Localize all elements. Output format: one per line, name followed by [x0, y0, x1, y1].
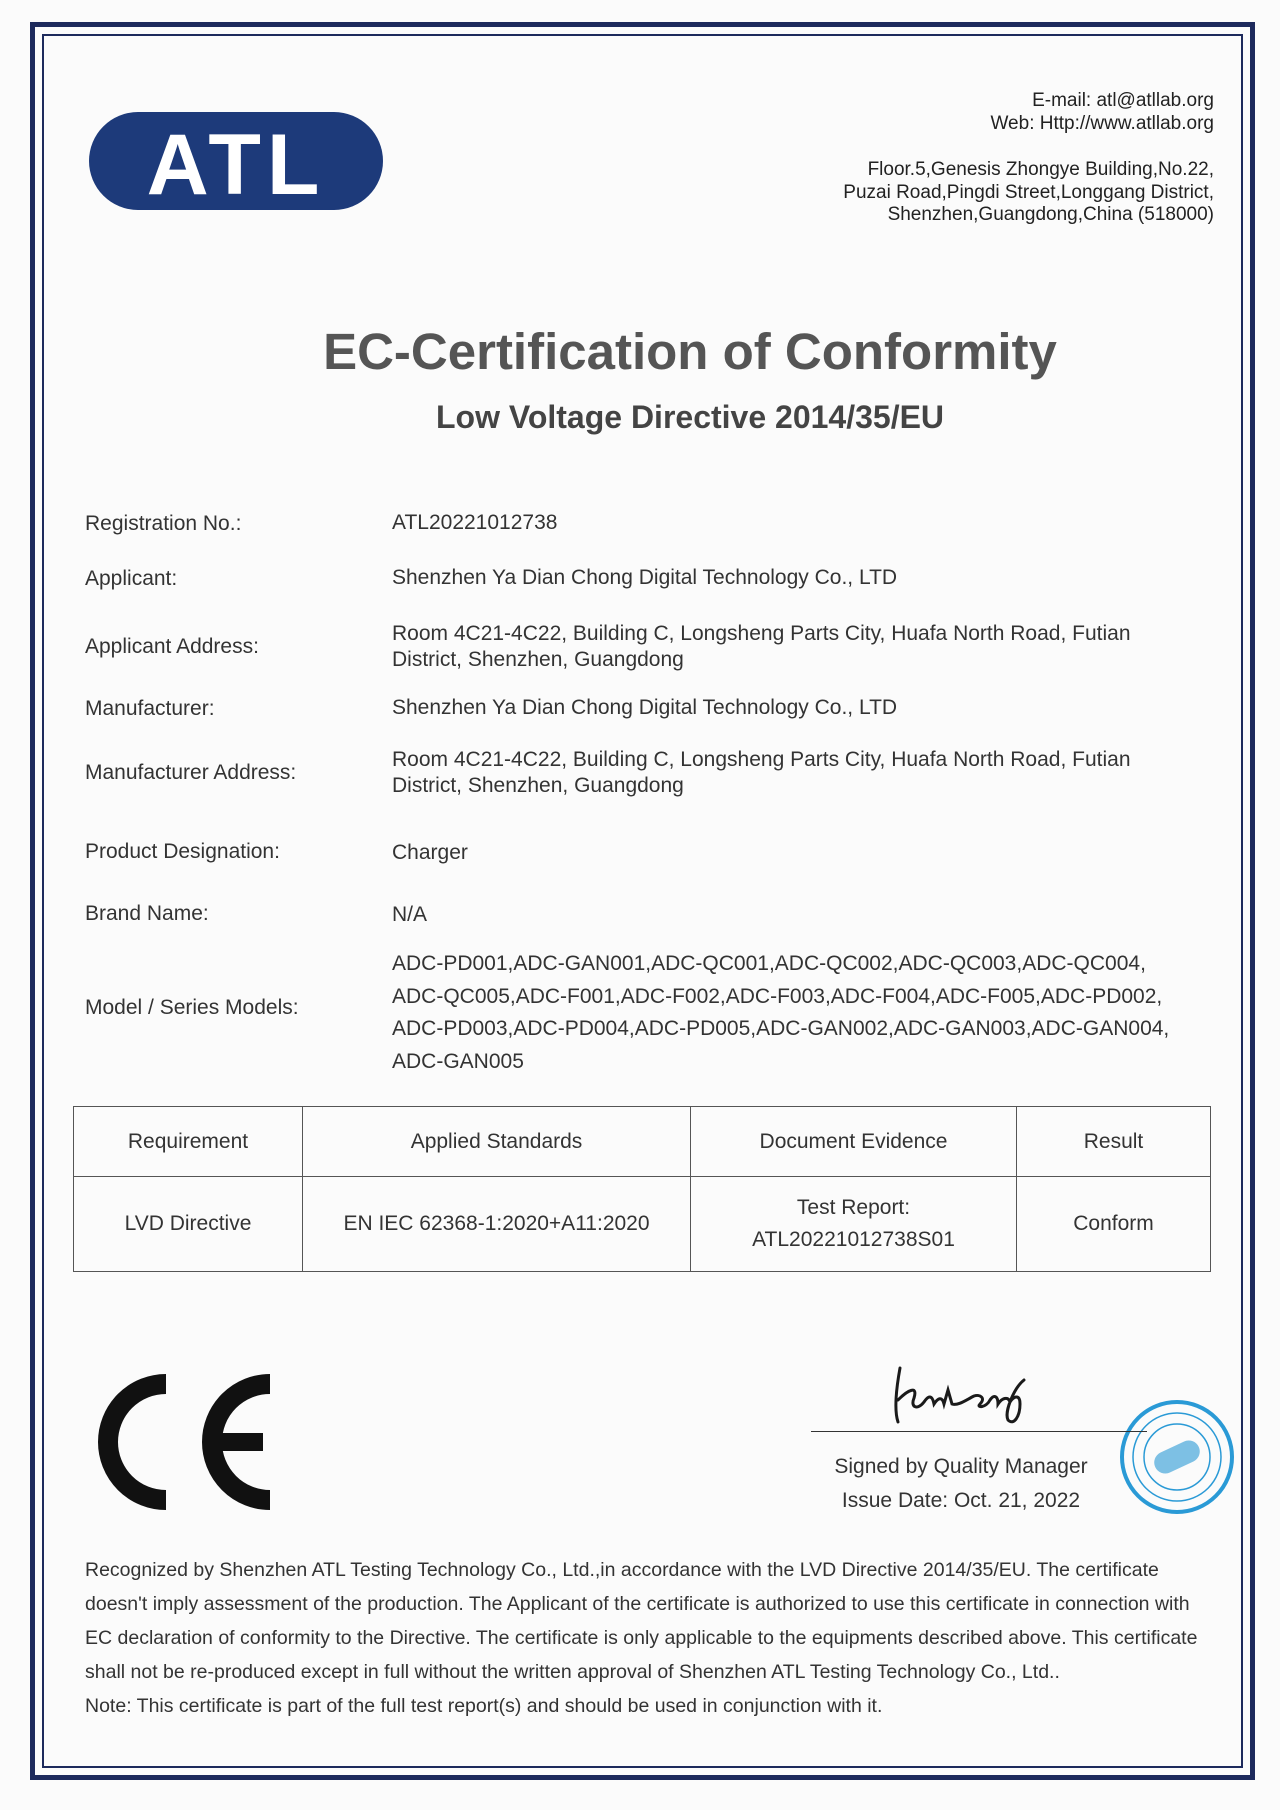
address-line: Puzai Road,Pingdi Street,Longgang District, — [843, 181, 1214, 203]
field-label: Manufacturer Address: — [85, 761, 297, 784]
email-text: E-mail: atl@atllab.org — [1032, 90, 1214, 111]
issue-date-text: Issue Date: Oct. 21, 2022 — [841, 1489, 1081, 1512]
standard-cell: EN IEC 62368-1:2020+A11:2020 — [303, 1177, 691, 1272]
brand-name-value: N/A — [392, 903, 428, 926]
result-cell: Conform — [1017, 1177, 1211, 1272]
evidence-cell — [691, 1177, 1017, 1272]
field-label: Brand Name: — [85, 902, 209, 925]
signature-line — [811, 1431, 1147, 1432]
signed-by-text: Signed by Quality Manager — [834, 1455, 1088, 1478]
applicant-value: Shenzhen Ya Dian Chong Digital Technology Co., LTD — [392, 566, 898, 589]
standards-table — [73, 1106, 1211, 1272]
address-line: District, Shenzhen, Guangdong — [392, 774, 684, 797]
footer-notes — [85, 1553, 1215, 1723]
models-line: ADC-PD001,ADC-GAN001,ADC-QC001,ADC-QC002,ADC-QC003,ADC-QC004, — [392, 952, 1146, 975]
field-label: Product Designation: — [85, 840, 280, 863]
company-stamp — [1118, 1398, 1236, 1516]
table-header-row — [74, 1107, 1211, 1177]
models-line: ADC-PD003,ADC-PD004,ADC-PD005,ADC-GAN002,ADC-GAN003,ADC-GAN004, — [392, 1017, 1170, 1040]
applicant-address-value — [392, 621, 1192, 673]
footer-line: EC declaration of conformity to the Directive. The certificate is only applicable to the equipments described above. This certificate — [85, 1627, 1198, 1649]
footer-line: Note: This certificate is part of the full test report(s) and should be used in conjunction with it. — [85, 1695, 883, 1717]
models-value — [392, 948, 1212, 1078]
contact-block — [843, 90, 1214, 227]
models-line: ADC-GAN005 — [392, 1049, 524, 1073]
table-row — [74, 1177, 1211, 1272]
field-label: Manufacturer: — [85, 697, 215, 720]
certificate-title: EC-Certification of Conformity — [323, 323, 1057, 380]
address-line: District, Shenzhen, Guangdong — [392, 648, 684, 671]
address-line: Room 4C21-4C22, Building C, Longsheng Parts City, Huafa North Road, Futian — [392, 622, 1131, 645]
field-label: Registration No.: — [85, 512, 242, 535]
footer-line: shall not be re-produced except in full without the written approval of Shenzhen ATL Testing Technology Co., Ltd.. — [85, 1661, 1060, 1683]
product-designation-value: Charger — [392, 841, 468, 864]
web-text: Web: Http://www.atllab.org — [990, 112, 1214, 134]
signature-image — [888, 1360, 1038, 1430]
evidence-label: Test Report: — [796, 1196, 911, 1219]
report-number: ATL20221012738S01 — [752, 1228, 955, 1251]
certificate-subtitle: Low Voltage Directive 2014/35/EU — [435, 399, 945, 435]
ce-mark-icon — [88, 1372, 284, 1512]
footer-line: Recognized by Shenzhen ATL Testing Technology Co., Ltd.,in accordance with the LVD Directive 2014/35/EU. The certificate — [85, 1559, 1159, 1581]
requirement-cell: LVD Directive — [74, 1177, 303, 1272]
address-line: Shenzhen,Guangdong,China (518000) — [887, 204, 1214, 225]
atl-logo — [87, 110, 385, 212]
header-cell: Document Evidence — [691, 1107, 1017, 1177]
field-label: Applicant: — [85, 567, 178, 590]
header-cell: Result — [1017, 1107, 1211, 1177]
manufacturer-address-value — [392, 747, 1192, 799]
models-line: ADC-QC005,ADC-F001,ADC-F002,ADC-F003,ADC-F004,ADC-F005,ADC-PD002, — [392, 984, 1163, 1008]
address-line: Room 4C21-4C22, Building C, Longsheng Parts City, Huafa North Road, Futian — [392, 748, 1131, 771]
footer-line: doesn't imply assessment of the production. The Applicant of the certificate is authorized to use this certificate in connection with — [85, 1593, 1190, 1615]
address-line: Floor.5,Genesis Zhongye Building,No.22, — [867, 159, 1214, 180]
header-cell: Requirement — [74, 1107, 303, 1177]
registration-number: ATL20221012738 — [392, 511, 558, 534]
svg-text:ATL: ATL — [146, 117, 326, 212]
field-label: Model / Series Models: — [85, 996, 299, 1019]
manufacturer-value: Shenzhen Ya Dian Chong Digital Technology Co., LTD — [392, 696, 898, 719]
header-cell: Applied Standards — [303, 1107, 691, 1177]
field-label: Applicant Address: — [85, 635, 259, 658]
